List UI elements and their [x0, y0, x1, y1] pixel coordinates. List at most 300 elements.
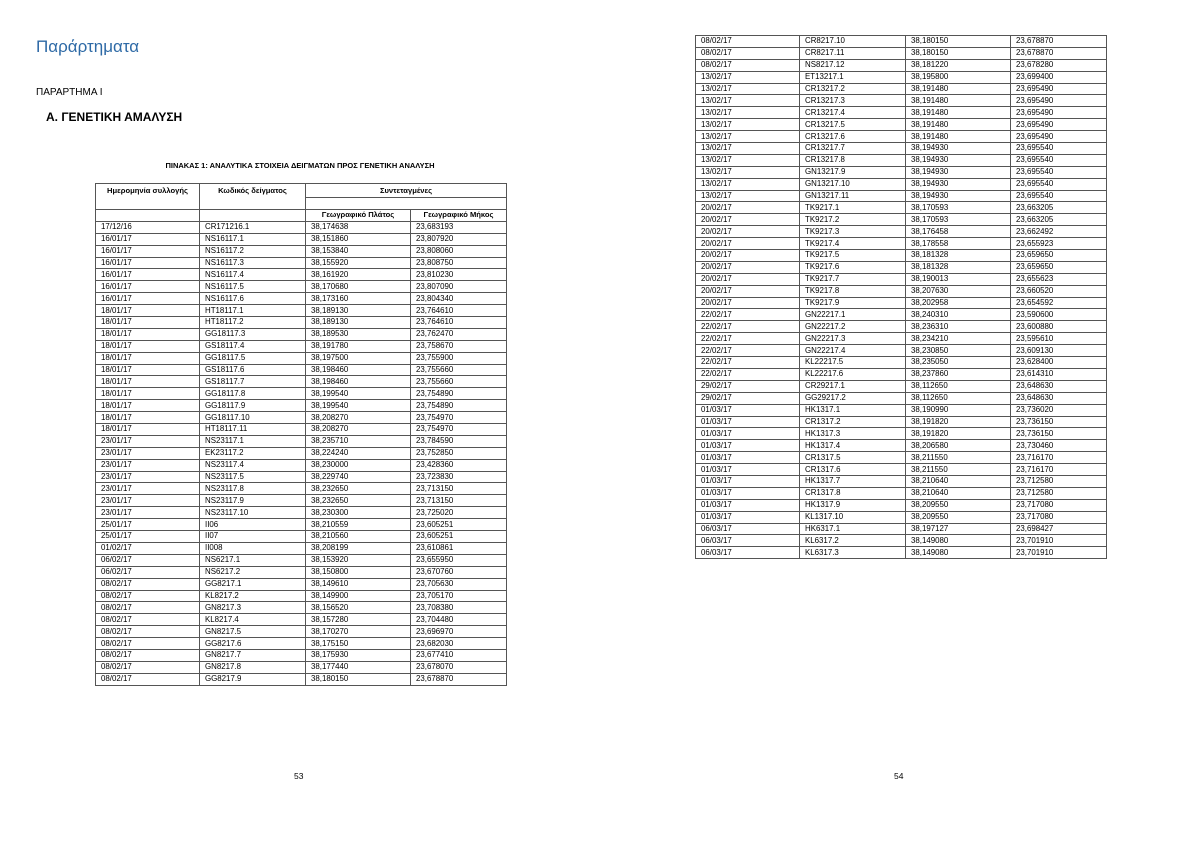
table-row: [96, 328, 507, 340]
cell-date: 18/01/17: [96, 364, 200, 376]
cell-lon: 23,807920: [411, 233, 507, 245]
cell-date: 06/03/17: [696, 535, 800, 547]
table-row: [96, 566, 507, 578]
cell-lat: 38,209550: [906, 499, 1011, 511]
cell-date: 08/02/17: [696, 59, 800, 71]
cell-lon: 23,808060: [411, 245, 507, 257]
cell-lon: 23,717080: [1011, 511, 1107, 523]
cell-lat: 38,230850: [906, 345, 1011, 357]
cell-lon: 23,648630: [1011, 392, 1107, 404]
cell-code: GN22217.2: [800, 321, 906, 333]
cell-code: CR8217.10: [800, 36, 906, 48]
cell-lat: 38,202958: [906, 297, 1011, 309]
cell-code: GN22217.1: [800, 309, 906, 321]
cell-lon: 23,808750: [411, 257, 507, 269]
cell-lon: 23,654592: [1011, 297, 1107, 309]
cell-code: NS23117.8: [200, 483, 306, 495]
cell-code: NS23117.4: [200, 459, 306, 471]
table-row: [696, 357, 1107, 369]
cell-code: GN8217.8: [200, 661, 306, 673]
table-row: [696, 250, 1107, 262]
cell-date: 01/03/17: [696, 487, 800, 499]
cell-lon: 23,614310: [1011, 368, 1107, 380]
cell-date: 20/02/17: [696, 297, 800, 309]
cell-code: TK9217.9: [800, 297, 906, 309]
cell-date: 01/02/17: [96, 542, 200, 554]
cell-date: 01/03/17: [696, 475, 800, 487]
table-row: [96, 590, 507, 602]
table-row: [96, 388, 507, 400]
table-row: [96, 602, 507, 614]
cell-lon: 23,605251: [411, 519, 507, 531]
header-longitude: Γεωγραφικό Μήκος: [411, 210, 507, 222]
cell-lat: 38,180150: [906, 36, 1011, 48]
part-label: ΠΑΡΑΡΤΗΜΑ Ι: [36, 87, 103, 98]
cell-date: 18/01/17: [96, 317, 200, 329]
cell-date: 13/02/17: [696, 154, 800, 166]
cell-lon: 23,699400: [1011, 71, 1107, 83]
table-row: [696, 380, 1107, 392]
cell-date: 18/01/17: [96, 376, 200, 388]
cell-date: 16/01/17: [96, 269, 200, 281]
table-row: [696, 285, 1107, 297]
cell-date: 13/02/17: [696, 190, 800, 202]
table-row: [696, 309, 1107, 321]
cell-lon: 23,695490: [1011, 83, 1107, 95]
cell-lon: 23,810230: [411, 269, 507, 281]
cell-lon: 23,754970: [411, 412, 507, 424]
cell-lat: 38,206580: [906, 440, 1011, 452]
cell-code: GS18117.6: [200, 364, 306, 376]
table-row: [96, 661, 507, 673]
table-row: [96, 531, 507, 543]
cell-code: KL8217.2: [200, 590, 306, 602]
table-row: [96, 424, 507, 436]
cell-code: GG8217.1: [200, 578, 306, 590]
table-row: [696, 226, 1107, 238]
cell-date: 13/02/17: [696, 95, 800, 107]
cell-lat: 38,198460: [306, 364, 411, 376]
cell-code: HK1317.9: [800, 499, 906, 511]
cell-lat: 38,175930: [306, 649, 411, 661]
cell-date: 16/01/17: [96, 233, 200, 245]
cell-code: GN22217.3: [800, 333, 906, 345]
cell-lon: 23,762470: [411, 328, 507, 340]
table-row: [696, 404, 1107, 416]
cell-lat: 38,194930: [906, 166, 1011, 178]
cell-lat: 38,153840: [306, 245, 411, 257]
cell-code: HK1317.7: [800, 475, 906, 487]
cell-lon: 23,736020: [1011, 404, 1107, 416]
cell-code: II07: [200, 531, 306, 543]
cell-lon: 23,695540: [1011, 178, 1107, 190]
table-row: [96, 233, 507, 245]
table-row: [96, 495, 507, 507]
cell-code: CR13217.2: [800, 83, 906, 95]
cell-code: CR1317.6: [800, 464, 906, 476]
cell-lat: 38,180150: [906, 47, 1011, 59]
cell-lat: 38,170270: [306, 626, 411, 638]
cell-lon: 23,754890: [411, 400, 507, 412]
table-row: [96, 340, 507, 352]
cell-lon: 23,610861: [411, 542, 507, 554]
table-row: [96, 293, 507, 305]
cell-code: GS18117.4: [200, 340, 306, 352]
cell-lat: 38,151860: [306, 233, 411, 245]
table-row: [696, 440, 1107, 452]
cell-date: 22/02/17: [696, 333, 800, 345]
cell-date: 16/01/17: [96, 281, 200, 293]
cell-code: KL22217.5: [800, 357, 906, 369]
table-row: [696, 238, 1107, 250]
table-row: [696, 499, 1107, 511]
table-row: [96, 542, 507, 554]
cell-lat: 38,156520: [306, 602, 411, 614]
cell-date: 23/01/17: [96, 459, 200, 471]
cell-lon: 23,717080: [1011, 499, 1107, 511]
section-heading: Α. ΓΕΝΕΤΙΚΗ ΑΜΑΛΥΣΗ: [46, 110, 183, 124]
cell-lat: 38,177440: [306, 661, 411, 673]
cell-lat: 38,195800: [906, 71, 1011, 83]
cell-code: II008: [200, 542, 306, 554]
cell-lat: 38,237860: [906, 368, 1011, 380]
cell-date: 08/02/17: [96, 661, 200, 673]
cell-lat: 38,210640: [906, 475, 1011, 487]
cell-lon: 23,678870: [1011, 36, 1107, 48]
table-caption: ΠΙΝΑΚΑΣ 1: ΑΝΑΛΥΤΙΚΑ ΣΤΟΙΧΕΙΑ ΔΕΙΓΜΑΤΩΝ ΠΡΟΣ ΓΕΝΕΤΙΚΗ ΑΝΑΛΥΣΗ: [165, 161, 435, 170]
table-row: [696, 119, 1107, 131]
cell-lat: 38,194930: [906, 190, 1011, 202]
cell-lat: 38,199540: [306, 388, 411, 400]
cell-lon: 23,655923: [1011, 238, 1107, 250]
cell-date: 23/01/17: [96, 447, 200, 459]
cell-code: NS23117.1: [200, 435, 306, 447]
table-row: [696, 297, 1107, 309]
cell-lon: 23,764610: [411, 317, 507, 329]
cell-lat: 38,170593: [906, 214, 1011, 226]
cell-lon: 23,678070: [411, 661, 507, 673]
cell-lon: 23,712580: [1011, 475, 1107, 487]
cell-lon: 23,716170: [1011, 452, 1107, 464]
cell-lat: 38,232650: [306, 483, 411, 495]
cell-lat: 38,235050: [906, 357, 1011, 369]
cell-lat: 38,199540: [306, 400, 411, 412]
table-row: [96, 578, 507, 590]
cell-code: GG18117.10: [200, 412, 306, 424]
cell-code: KL22217.6: [800, 368, 906, 380]
cell-lon: 23,712580: [1011, 487, 1107, 499]
cell-date: 16/01/17: [96, 257, 200, 269]
table-row: [696, 475, 1107, 487]
cell-code: NS16117.6: [200, 293, 306, 305]
cell-lat: 38,174638: [306, 221, 411, 233]
table-row: [96, 412, 507, 424]
cell-code: CR13217.6: [800, 131, 906, 143]
cell-code: KL8217.4: [200, 614, 306, 626]
cell-code: NS6217.1: [200, 554, 306, 566]
cell-lat: 38,190990: [906, 404, 1011, 416]
cell-code: CR13217.7: [800, 143, 906, 155]
cell-code: NS23117.9: [200, 495, 306, 507]
cell-code: GN22217.4: [800, 345, 906, 357]
cell-code: TK9217.2: [800, 214, 906, 226]
cell-lat: 38,191780: [306, 340, 411, 352]
cell-date: 23/01/17: [96, 435, 200, 447]
table-row: [696, 166, 1107, 178]
cell-code: GN8217.3: [200, 602, 306, 614]
cell-lon: 23,764610: [411, 305, 507, 317]
cell-code: NS16117.1: [200, 233, 306, 245]
cell-code: CR1317.2: [800, 416, 906, 428]
cell-lat: 38,194930: [906, 154, 1011, 166]
cell-lat: 38,236310: [906, 321, 1011, 333]
cell-date: 22/02/17: [696, 368, 800, 380]
table-row: [696, 261, 1107, 273]
table-row: [96, 614, 507, 626]
cell-lon: 23,755900: [411, 352, 507, 364]
cell-lon: 23,723830: [411, 471, 507, 483]
cell-lon: 23,713150: [411, 483, 507, 495]
cell-code: GG29217.2: [800, 392, 906, 404]
cell-code: NS16117.3: [200, 257, 306, 269]
cell-lon: 23,736150: [1011, 416, 1107, 428]
samples-table-continued: [695, 35, 1107, 559]
cell-lon: 23,754890: [411, 388, 507, 400]
cell-lon: 23,695540: [1011, 143, 1107, 155]
cell-lon: 23,677410: [411, 649, 507, 661]
cell-code: TK9217.6: [800, 261, 906, 273]
cell-lat: 38,149080: [906, 535, 1011, 547]
table-header: [96, 184, 507, 222]
samples-table: [95, 183, 507, 686]
table-row: [696, 452, 1107, 464]
cell-lon: 23,595610: [1011, 333, 1107, 345]
table-row: [696, 143, 1107, 155]
cell-lon: 23,695540: [1011, 190, 1107, 202]
cell-date: 18/01/17: [96, 352, 200, 364]
cell-lon: 23,705630: [411, 578, 507, 590]
table-row: [696, 464, 1107, 476]
cell-lat: 38,190013: [906, 273, 1011, 285]
cell-lon: 23,695540: [1011, 166, 1107, 178]
cell-code: NS16117.5: [200, 281, 306, 293]
cell-lon: 23,713150: [411, 495, 507, 507]
cell-code: KL1317.10: [800, 511, 906, 523]
cell-code: HT18117.2: [200, 317, 306, 329]
cell-code: NS23117.5: [200, 471, 306, 483]
cell-date: 18/01/17: [96, 340, 200, 352]
cell-code: TK9217.3: [800, 226, 906, 238]
cell-code: NS6217.2: [200, 566, 306, 578]
cell-lat: 38,191480: [906, 95, 1011, 107]
cell-lat: 38,209550: [906, 511, 1011, 523]
cell-date: 18/01/17: [96, 400, 200, 412]
table-row: [96, 269, 507, 281]
cell-lon: 23,695490: [1011, 131, 1107, 143]
cell-lat: 38,240310: [906, 309, 1011, 321]
cell-lat: 38,197500: [306, 352, 411, 364]
cell-lon: 23,678870: [1011, 47, 1107, 59]
cell-date: 22/02/17: [696, 309, 800, 321]
cell-lat: 38,194930: [906, 143, 1011, 155]
table-row: [696, 190, 1107, 202]
table-row: [96, 649, 507, 661]
cell-date: 13/02/17: [696, 119, 800, 131]
cell-lat: 38,173160: [306, 293, 411, 305]
cell-lat: 38,112650: [906, 392, 1011, 404]
table-row: [696, 178, 1107, 190]
cell-lat: 38,235710: [306, 435, 411, 447]
cell-lat: 38,191820: [906, 428, 1011, 440]
cell-lon: 23,704480: [411, 614, 507, 626]
cell-code: HT18117.11: [200, 424, 306, 436]
cell-lon: 23,670760: [411, 566, 507, 578]
table-row: [96, 507, 507, 519]
cell-lat: 38,150800: [306, 566, 411, 578]
table-row: [96, 317, 507, 329]
cell-date: 20/02/17: [696, 285, 800, 297]
cell-date: 22/02/17: [696, 345, 800, 357]
cell-code: TK9217.8: [800, 285, 906, 297]
table-row: [96, 352, 507, 364]
cell-date: 23/01/17: [96, 495, 200, 507]
cell-lon: 23,701910: [1011, 535, 1107, 547]
cell-code: HK1317.4: [800, 440, 906, 452]
cell-date: 08/02/17: [96, 649, 200, 661]
cell-date: 25/01/17: [96, 519, 200, 531]
cell-lon: 23,754970: [411, 424, 507, 436]
cell-code: HT18117.1: [200, 305, 306, 317]
cell-lat: 38,191480: [906, 131, 1011, 143]
cell-date: 23/01/17: [96, 507, 200, 519]
table-row: [696, 345, 1107, 357]
cell-lat: 38,149080: [906, 547, 1011, 559]
header-latitude: Γεωγραφικό Πλάτος: [306, 210, 411, 222]
table-row: [696, 131, 1107, 143]
cell-code: TK9217.5: [800, 250, 906, 262]
cell-date: 08/02/17: [96, 590, 200, 602]
cell-code: II06: [200, 519, 306, 531]
cell-lat: 38,189130: [306, 317, 411, 329]
cell-lat: 38,198460: [306, 376, 411, 388]
cell-code: GG8217.6: [200, 638, 306, 650]
cell-date: 20/02/17: [696, 214, 800, 226]
cell-lon: 23,663205: [1011, 214, 1107, 226]
cell-lon: 23,655623: [1011, 273, 1107, 285]
cell-lat: 38,229740: [306, 471, 411, 483]
cell-code: GG18117.5: [200, 352, 306, 364]
cell-code: GN13217.11: [800, 190, 906, 202]
cell-date: 01/03/17: [696, 452, 800, 464]
table-row: [96, 435, 507, 447]
cell-lat: 38,224240: [306, 447, 411, 459]
cell-code: GG18117.8: [200, 388, 306, 400]
cell-code: HK6317.1: [800, 523, 906, 535]
cell-lat: 38,155920: [306, 257, 411, 269]
cell-lon: 23,590600: [1011, 309, 1107, 321]
cell-lon: 23,682030: [411, 638, 507, 650]
cell-code: CR13217.5: [800, 119, 906, 131]
cell-code: TK9217.7: [800, 273, 906, 285]
cell-date: 01/03/17: [696, 511, 800, 523]
cell-lon: 23,755660: [411, 364, 507, 376]
cell-date: 06/03/17: [696, 523, 800, 535]
cell-code: GG8217.9: [200, 673, 306, 685]
cell-lat: 38,211550: [906, 452, 1011, 464]
table-row: [96, 364, 507, 376]
cell-lat: 38,170680: [306, 281, 411, 293]
cell-lon: 23,701910: [1011, 547, 1107, 559]
cell-date: 23/01/17: [96, 483, 200, 495]
table-row: [696, 202, 1107, 214]
table-row: [696, 47, 1107, 59]
cell-code: GG18117.3: [200, 328, 306, 340]
cell-lat: 38,208199: [306, 542, 411, 554]
cell-code: CR1317.5: [800, 452, 906, 464]
table-row: [96, 519, 507, 531]
cell-date: 08/02/17: [696, 36, 800, 48]
cell-date: 08/02/17: [96, 638, 200, 650]
cell-lat: 38,191820: [906, 416, 1011, 428]
cell-date: 06/03/17: [696, 547, 800, 559]
cell-date: 01/03/17: [696, 428, 800, 440]
cell-code: GN8217.5: [200, 626, 306, 638]
header-date: Ημερομηνία συλλογής: [96, 184, 200, 210]
table-row: [96, 376, 507, 388]
cell-date: 13/02/17: [696, 178, 800, 190]
table-row: [696, 547, 1107, 559]
cell-lon: 23,628400: [1011, 357, 1107, 369]
cell-code: GN13217.10: [800, 178, 906, 190]
cell-date: 13/02/17: [696, 71, 800, 83]
cell-date: 18/01/17: [96, 412, 200, 424]
cell-lat: 38,181220: [906, 59, 1011, 71]
table-row: [96, 281, 507, 293]
table-row: [696, 107, 1107, 119]
table-row: [696, 511, 1107, 523]
table-row: [96, 483, 507, 495]
cell-code: GN13217.9: [800, 166, 906, 178]
cell-code: CR13217.3: [800, 95, 906, 107]
table-row: [696, 71, 1107, 83]
cell-date: 01/03/17: [696, 440, 800, 452]
cell-code: CR1317.8: [800, 487, 906, 499]
table-row: [696, 214, 1107, 226]
cell-lon: 23,678870: [411, 673, 507, 685]
table-row: [696, 59, 1107, 71]
cell-code: CR13217.8: [800, 154, 906, 166]
cell-lon: 23,758670: [411, 340, 507, 352]
cell-date: 20/02/17: [696, 273, 800, 285]
page-number: 53: [294, 771, 304, 781]
cell-lat: 38,210560: [306, 531, 411, 543]
table-row: [696, 392, 1107, 404]
cell-lon: 23,428360: [411, 459, 507, 471]
cell-lat: 38,230000: [306, 459, 411, 471]
cell-lon: 23,678280: [1011, 59, 1107, 71]
table-body: [96, 221, 507, 685]
cell-code: EK23117.2: [200, 447, 306, 459]
cell-code: GS18117.7: [200, 376, 306, 388]
cell-lon: 23,605251: [411, 531, 507, 543]
table-row: [96, 245, 507, 257]
table-row: [696, 83, 1107, 95]
cell-lon: 23,698427: [1011, 523, 1107, 535]
cell-lat: 38,197127: [906, 523, 1011, 535]
cell-date: 13/02/17: [696, 131, 800, 143]
table-row: [96, 471, 507, 483]
table-row: [96, 673, 507, 685]
